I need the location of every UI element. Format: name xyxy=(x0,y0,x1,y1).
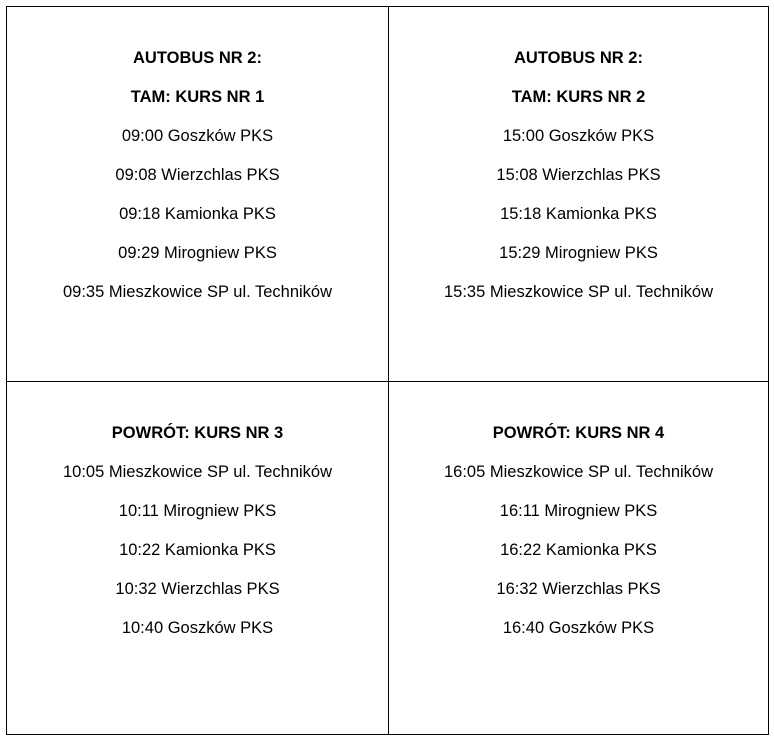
cell-kurs-4 xyxy=(389,414,768,648)
cell-kurs-2 xyxy=(389,39,768,312)
stop-entry: 16:22 Kamionka PKS xyxy=(500,541,657,559)
timetable-grid xyxy=(6,6,769,735)
stop-entry: 16:40 Goszków PKS xyxy=(502,619,655,637)
stop-entry: 09:35 Mieszkowice SP ul. Techników xyxy=(62,283,333,301)
row-divider xyxy=(7,381,768,382)
stop-entry: 15:35 Mieszkowice SP ul. Techników xyxy=(443,283,714,301)
stop-entry: 15:08 Wierzchlas PKS xyxy=(496,166,661,184)
stop-entry: 09:00 Goszków PKS xyxy=(121,127,274,145)
stop-entry: 09:08 Wierzchlas PKS xyxy=(115,166,280,184)
route-title: TAM: KURS NR 2 xyxy=(511,88,646,106)
stop-entry: 10:11 Mirogniew PKS xyxy=(118,502,277,520)
route-title: TAM: KURS NR 1 xyxy=(130,88,265,106)
stop-entry: 15:29 Mirogniew PKS xyxy=(499,244,658,262)
stop-entry: 10:40 Goszków PKS xyxy=(121,619,274,637)
stop-entry: 09:29 Mirogniew PKS xyxy=(118,244,277,262)
cell-kurs-3 xyxy=(7,414,388,648)
stop-entry: 15:18 Kamionka PKS xyxy=(500,205,657,223)
route-title: POWRÓT: KURS NR 4 xyxy=(492,424,665,442)
stop-entry: 16:32 Wierzchlas PKS xyxy=(496,580,661,598)
stop-entry: 16:05 Mieszkowice SP ul. Techników xyxy=(443,463,714,481)
stop-entry: 16:11 Mirogniew PKS xyxy=(499,502,658,520)
stop-entry: 10:22 Kamionka PKS xyxy=(119,541,276,559)
bus-header: AUTOBUS NR 2: xyxy=(133,49,262,67)
stop-entry: 10:05 Mieszkowice SP ul. Techników xyxy=(62,463,333,481)
stop-entry: 10:32 Wierzchlas PKS xyxy=(115,580,280,598)
cell-kurs-1 xyxy=(7,39,388,312)
route-title: POWRÓT: KURS NR 3 xyxy=(111,424,284,442)
stop-entry: 09:18 Kamionka PKS xyxy=(119,205,276,223)
bus-header: AUTOBUS NR 2: xyxy=(514,49,643,67)
stop-entry: 15:00 Goszków PKS xyxy=(502,127,655,145)
